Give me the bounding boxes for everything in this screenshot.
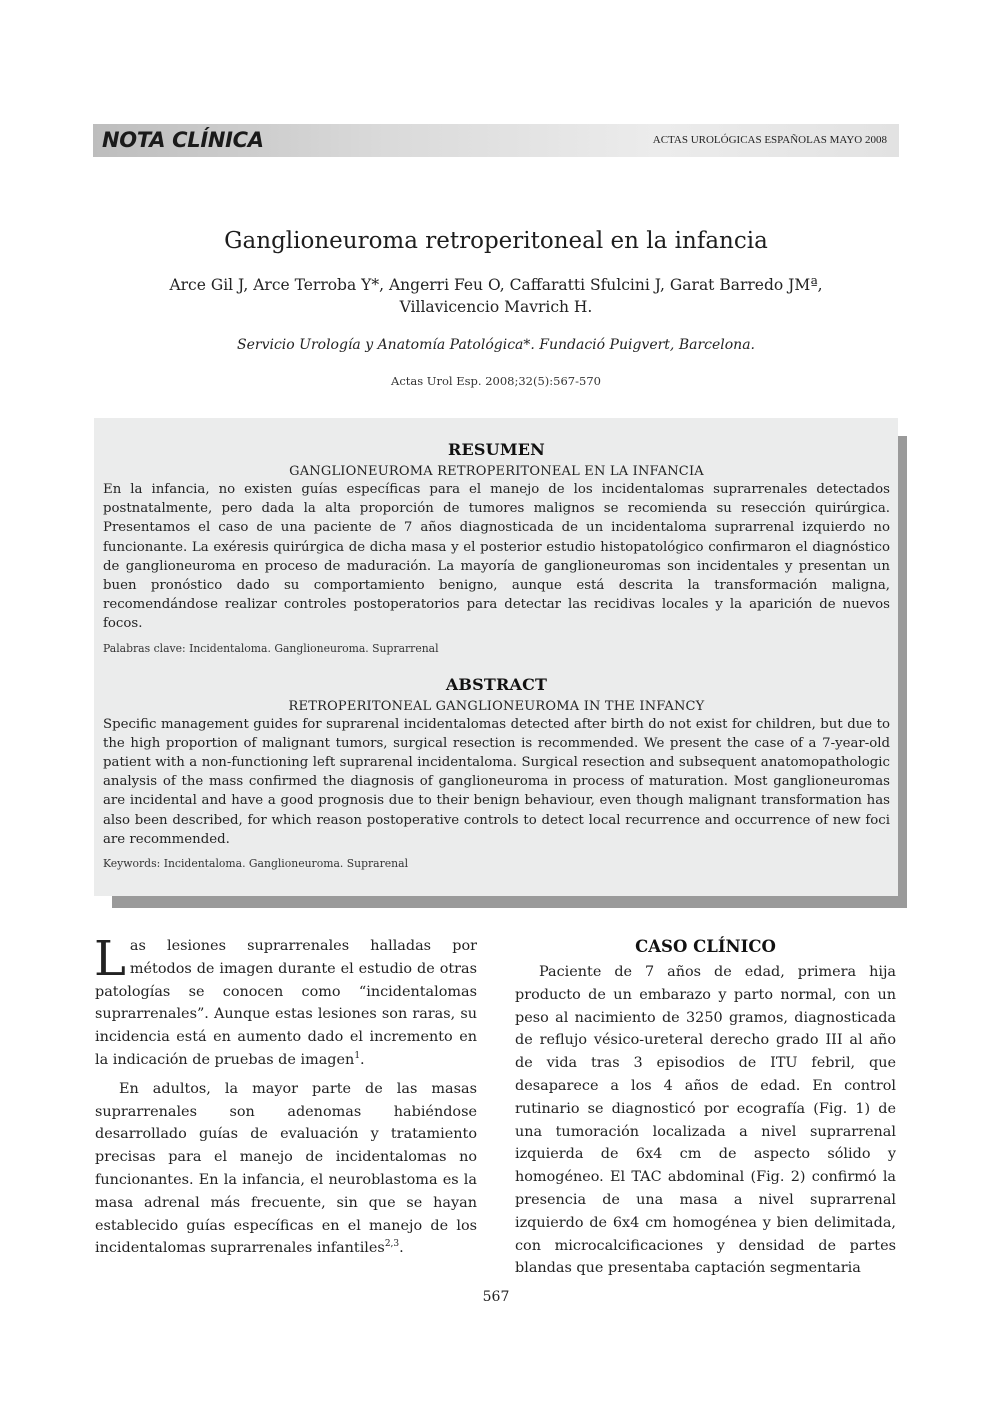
authors-line-2: Villavicencio Mavrich H.: [399, 298, 593, 316]
author-list: [140, 274, 852, 318]
caso-clinico-heading: CASO CLÍNICO: [635, 937, 776, 956]
caso-clinico-text: Paciente de 7 años de edad, primera hija producto de un embarazo y parto normal, con un peso al nacimiento de 3250 gramos, diagnosticada de reflujo vésico-ureteral derecho grado III al año de vida tras 3 episodios de ITU febril, que desaparece a los 4 años de edad. En control rutinario se diagnosticó por ecografía (Fig. 1) de una tumoración localizada a nivel suprarrenal izquierda de 6x4 cm de aspecto sólido y homogéneo. El TAC abdominal (Fig. 2) confirmó la presencia de una masa a nivel suprarrenal izquierdo de 6x4 cm homogénea y bien delimitada, con microcalcificaciones y densidad de partes blandas que presentaba captación segmentaria: [515, 964, 896, 1277]
abstract-heading: ABSTRACT: [445, 674, 548, 694]
intro-p2-text: En adultos, la mayor parte de las masas suprarrenales son adenomas habiéndose desarrollado guías de evaluación y tratamiento precisas para el manejo de incidentalomas no funcionantes. En la infancia, el neuroblastoma es la masa adrenal más frecuente, sin que se hayan establecido guías específicas en el manejo de los incidentalomas suprarrenales infantiles: [95, 1080, 477, 1257]
resumen-subtitle: GANGLIONEUROMA RETROPERITONEAL EN LA INFANCIA: [289, 464, 704, 479]
section-label: NOTA CLÍNICA: [102, 128, 264, 152]
resumen-keywords: Palabras clave: Incidentaloma. Ganglioneuroma. Suprarrenal: [103, 641, 439, 655]
journal-name: ACTAS UROLÓGICAS ESPAÑOLAS MAYO 2008: [652, 134, 887, 146]
drop-cap: L: [94, 931, 126, 987]
header-bar: [93, 124, 899, 157]
left-column: [94, 931, 477, 1260]
abstract-content: [103, 418, 890, 870]
intro-p1-end: .: [360, 1051, 365, 1068]
article-title: Ganglioneuroma retroperitoneal en la infancia: [224, 228, 768, 254]
right-column: [515, 935, 896, 1280]
intro-paragraph-1: [94, 931, 477, 1072]
abstract-text: Specific management guides for suprarenal incidentalomas detected after birth do not exist for children, but due to the high proportion of malignant tumors, surgical resection is recommended. We present the case of a 7-year-old patient with a non-functioning left suprarenal incidentaloma. Surgical resection and subsequent anatomopathologic analysis of the mass confirmed the diagnosis of ganglioneuroma in process of maturation. Most ganglioneuromas are incidental and have a good prognosis due to their benign behaviour, even though malignant transformation has also been described, for which reason postoperative controls to detect local recurrence and occurrence of new foci are recommended.: [103, 716, 890, 847]
intro-paragraph-2: [95, 1078, 477, 1260]
page-number: 567: [482, 1289, 510, 1305]
citation: Actas Urol Esp. 2008;32(5):567-570: [391, 374, 601, 388]
resumen-text: En la infancia, no existen guías específicas para el manejo de los incidentalomas suprarrenales detectados postnatalmente, pero dada la alta proporción de tumores malignos se recomienda su resección quirúrgica. Presentamos el caso de una paciente de 7 años diagnosticada de un incidentaloma suprarrenal izquierdo no funcionante. La exéresis quirúrgica de dicha masa y el posterior estudio histopatológico confirmaron el diagnóstico de ganglioneuroma en proceso de maduración. La mayoría de ganglioneuromas son incidentales y presentan un buen pronóstico dado su comportamiento benigno, aunque está descrita la transformación maligna, recomendándose realizar controles postoperatorios para detectar las recidivas locales y la aparición de nuevos focos.: [103, 482, 890, 632]
abstract-subtitle: RETROPERITONEAL GANGLIONEUROMA IN THE INFANCY: [288, 698, 705, 714]
intro-p2-end: .: [399, 1240, 404, 1257]
reference-2-3: 2,3: [384, 1239, 400, 1250]
intro-p1-text: as lesiones suprarrenales halladas por métodos de imagen durante el estudio de otras patologías se conocen como “incidentalomas suprarrenales”. Aunque estas lesiones son raras, su incidencia está en aumento dado el incremento en la indicación de pruebas de imagen: [95, 938, 477, 1068]
abstract-keywords: Keywords: Incidentaloma. Ganglioneuroma. Suprarenal: [103, 857, 409, 871]
abstract-box: [94, 418, 898, 896]
reference-1: 1: [354, 1051, 361, 1062]
resumen-heading: RESUMEN: [448, 440, 545, 459]
authors-line-1: Arce Gil J, Arce Terroba Y*, Angerri Feu O, Caffaratti Sfulcini J, Garat Barredo JMª,: [169, 276, 823, 294]
affiliation: Servicio Urología y Anatomía Patológica*. Fundació Puigvert, Barcelona.: [237, 337, 755, 353]
